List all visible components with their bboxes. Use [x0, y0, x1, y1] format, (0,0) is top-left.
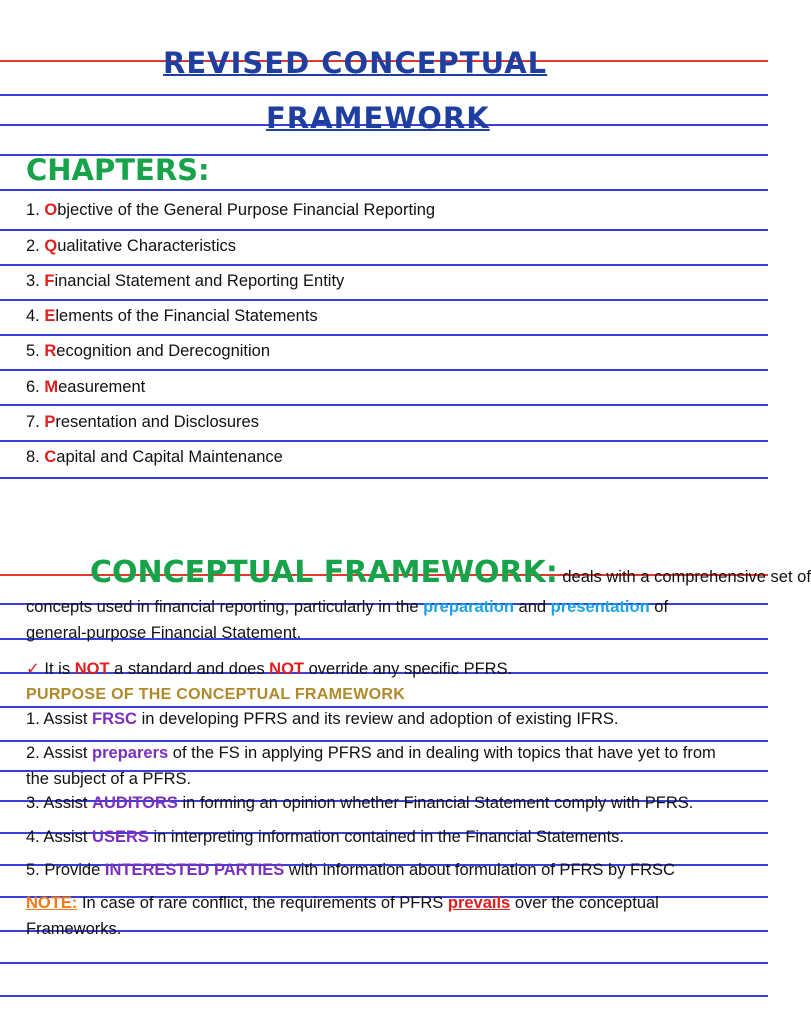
chapters-heading: CHAPTERS:: [26, 153, 210, 187]
chapter-title-rest: bjective of the General Purpose Financial Reporting: [57, 201, 436, 219]
ruled-line: [0, 995, 768, 997]
purpose-item: [26, 794, 693, 813]
purpose-highlight: preparers: [92, 744, 169, 762]
purpose-continuation: the subject of a PFRS.: [26, 770, 192, 788]
purpose-text: 5. Provide: [26, 861, 101, 879]
chapter-initial-letter: M: [44, 378, 59, 396]
purpose-text: with information about formulation of PFRS by FRSC: [288, 861, 675, 879]
purpose-highlight: FRSC: [92, 710, 137, 728]
ruled-line: [0, 94, 768, 96]
chapter-item: [26, 201, 435, 220]
not-standard-text: a standard and does: [114, 660, 265, 678]
chapter-number: 6.: [26, 378, 40, 396]
purpose-item: [26, 744, 716, 763]
chapter-title-rest: ecognition and Derecognition: [56, 342, 271, 360]
purpose-heading: PURPOSE OF THE CONCEPTUAL FRAMEWORK: [26, 686, 406, 703]
not-standard-line: [26, 659, 512, 679]
not-standard-text: override any specific PFRS.: [308, 660, 513, 678]
note-text: In case of rare conflict, the requirements of PFRS: [81, 894, 444, 912]
ruled-line: [0, 334, 768, 336]
ruled-line: [0, 740, 768, 742]
ruled-line: [0, 264, 768, 266]
cf-definition-line-1: [90, 555, 811, 590]
cf-heading: CONCEPTUAL FRAMEWORK:: [90, 555, 558, 590]
ruled-line: [0, 189, 768, 191]
ruled-line: [0, 706, 768, 708]
ruled-line: [0, 299, 768, 301]
prevails-keyword: prevails: [447, 894, 511, 912]
purpose-highlight: USERS: [92, 828, 149, 846]
purpose-highlight: INTERESTED PARTIES: [104, 861, 285, 879]
chapter-number: 5.: [26, 342, 40, 360]
ruled-line: [0, 440, 768, 442]
cf-definition-line-3: general-purpose Financial Statement.: [26, 624, 302, 642]
page-title-line-1: REVISED CONCEPTUAL: [163, 46, 548, 80]
ruled-line: [0, 962, 768, 964]
chapter-item: [26, 272, 344, 291]
cf-definition-text: concepts used in financial reporting, particularly in the: [26, 598, 419, 616]
chapter-number: 8.: [26, 448, 40, 466]
not-standard-text: It is: [44, 660, 71, 678]
cf-definition-line-2: [26, 598, 668, 617]
chapter-initial-letter: P: [44, 413, 56, 431]
cf-and: and: [518, 598, 547, 616]
chapter-item: [26, 342, 270, 361]
purpose-text: in interpreting information contained in the Financial Statements.: [153, 828, 625, 846]
chapter-number: 1.: [26, 201, 40, 219]
page-title-line-2: FRAMEWORK: [266, 101, 490, 135]
note-text: over the conceptual: [514, 894, 659, 912]
purpose-item: [26, 710, 619, 729]
ruled-line: [0, 477, 768, 479]
chapter-item: [26, 378, 145, 397]
purpose-text: in developing PFRS and its review and adoption of existing IFRS.: [141, 710, 619, 728]
cf-definition-text: deals with a comprehensive set of: [562, 568, 811, 586]
note-label: NOTE:: [26, 894, 78, 912]
chapter-initial-letter: R: [44, 342, 57, 360]
cf-of: of: [654, 598, 669, 616]
purpose-text: 3. Assist: [26, 794, 88, 812]
purpose-text: in forming an opinion whether Financial Statement comply with PFRS.: [182, 794, 694, 812]
chapter-item: [26, 307, 318, 326]
chapter-initial-letter: E: [44, 307, 56, 325]
note-line-2: Frameworks.: [26, 920, 122, 938]
chapter-number: 3.: [26, 272, 40, 290]
preparation-keyword: preparation: [423, 598, 514, 616]
not-keyword: NOT: [269, 660, 305, 678]
chapter-number: 2.: [26, 237, 40, 255]
purpose-text: 1. Assist: [26, 710, 88, 728]
chapter-initial-letter: C: [44, 448, 57, 466]
chapter-number: 4.: [26, 307, 40, 325]
chapter-title-rest: lements of the Financial Statements: [55, 307, 318, 325]
chapter-number: 7.: [26, 413, 40, 431]
chapter-item: [26, 237, 236, 256]
purpose-text: 4. Assist: [26, 828, 88, 846]
presentation-keyword: presentation: [550, 598, 650, 616]
chapter-title-rest: apital and Capital Maintenance: [56, 448, 283, 466]
chapter-initial-letter: Q: [44, 237, 58, 255]
ruled-line: [0, 369, 768, 371]
chapter-title-rest: inancial Statement and Reporting Entity: [54, 272, 345, 290]
check-icon: ✓: [26, 660, 40, 678]
purpose-text: of the FS in applying PFRS and in dealing with topics that have yet to from: [172, 744, 716, 762]
chapter-initial-letter: O: [44, 201, 58, 219]
chapter-item: [26, 448, 283, 467]
chapter-title-rest: easurement: [58, 378, 146, 396]
chapter-item: [26, 413, 259, 432]
purpose-highlight: AUDITORS: [92, 794, 178, 812]
note-line-1: [26, 894, 659, 913]
ruled-line: [0, 404, 768, 406]
ruled-line: [0, 229, 768, 231]
purpose-item: [26, 828, 624, 847]
chapter-title-rest: ualitative Characteristics: [57, 237, 237, 255]
purpose-text: 2. Assist: [26, 744, 88, 762]
chapter-title-rest: resentation and Disclosures: [55, 413, 259, 431]
not-keyword: NOT: [74, 660, 110, 678]
chapter-initial-letter: F: [44, 272, 55, 290]
purpose-item: [26, 861, 675, 880]
